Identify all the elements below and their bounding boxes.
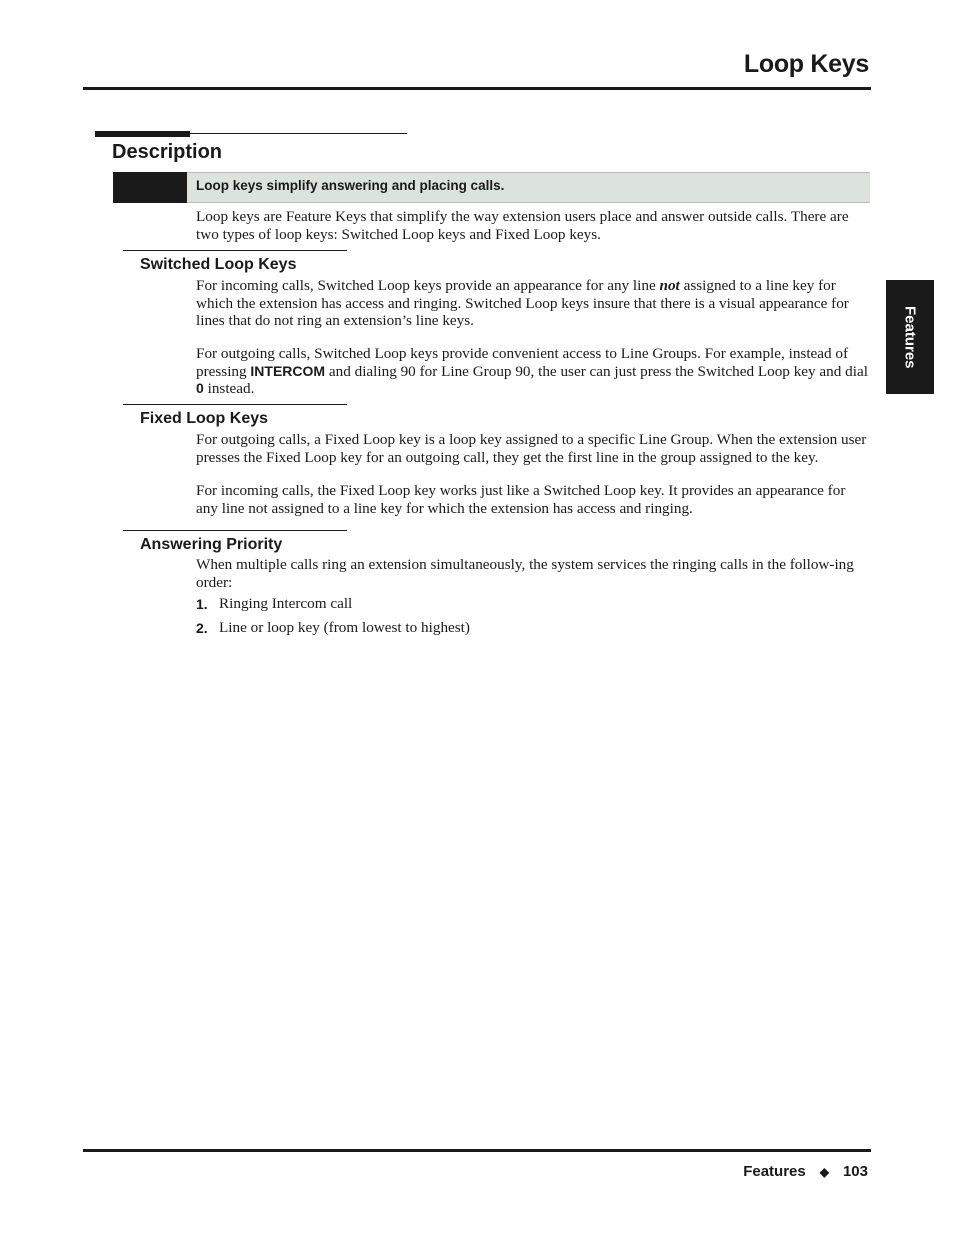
switched-paragraph-1: For incoming calls, Switched Loop keys provide an appearance for any line not assigned to a line key for which the extension has access and ringing. Switched Loop keys insure that there is a visual appearance for lines that do not ring an extension’s line keys.	[196, 277, 849, 329]
list-item-text: Line or loop key (from lowest to highest)	[219, 619, 470, 636]
footer-section: Features	[743, 1163, 806, 1180]
summary-text: Loop keys simplify answering and placing calls.	[196, 178, 505, 193]
page-number: 103	[842, 1163, 868, 1180]
section-heading: Description	[112, 141, 223, 163]
subsection-rule	[123, 404, 347, 405]
section-rule-thick	[95, 131, 190, 137]
side-tab-label: Features	[901, 305, 919, 369]
diamond-icon: ◆	[819, 1164, 829, 1179]
priority-paragraph: When multiple calls ring an extension simultaneously, the system services the ringing calls in the follow-ing order:	[196, 556, 854, 591]
side-tab	[886, 280, 934, 394]
list-item-number: 1.	[196, 596, 208, 612]
list-item-text: Ringing Intercom call	[219, 595, 353, 612]
section-rule-thin	[95, 133, 407, 134]
switched-paragraph-2: For outgoing calls, Switched Loop keys provide convenient access to Line Groups. For example, instead of pressing INTERCOM and dialing 90 for Line Group 90, the user can just press the Switched Loop key and dial 0 instead.	[196, 345, 868, 397]
switched-heading: Switched Loop Keys	[140, 256, 297, 273]
summary-marker	[113, 172, 187, 203]
intercom-key-label: INTERCOM	[250, 362, 326, 379]
intro-paragraph: Loop keys are Feature Keys that simplify the way extension users place and answer outside calls. There are two types of loop keys: Switched Loop keys and Fixed Loop keys.	[196, 208, 849, 243]
list-item-number: 2.	[196, 620, 208, 636]
subsection-rule	[123, 250, 347, 251]
bottom-rule	[83, 1149, 871, 1152]
subsection-rule	[123, 530, 347, 531]
fixed-heading: Fixed Loop Keys	[140, 410, 269, 427]
priority-heading: Answering Priority	[140, 536, 283, 553]
page-title: Loop Keys	[743, 50, 869, 78]
fixed-paragraph-2: For incoming calls, the Fixed Loop key works just like a Switched Loop key. It provides an appearance for any line not assigned to a line key for which the extension has access and ringing.	[196, 482, 846, 517]
dial-key-label: 0	[196, 380, 204, 396]
footer	[743, 1163, 868, 1180]
top-rule	[83, 87, 871, 90]
fixed-paragraph-1: For outgoing calls, a Fixed Loop key is a loop key assigned to a specific Line Group. When the extension user presses the Fixed Loop key for an outgoing call, they get the first line in the group assigned to the key.	[196, 431, 867, 466]
